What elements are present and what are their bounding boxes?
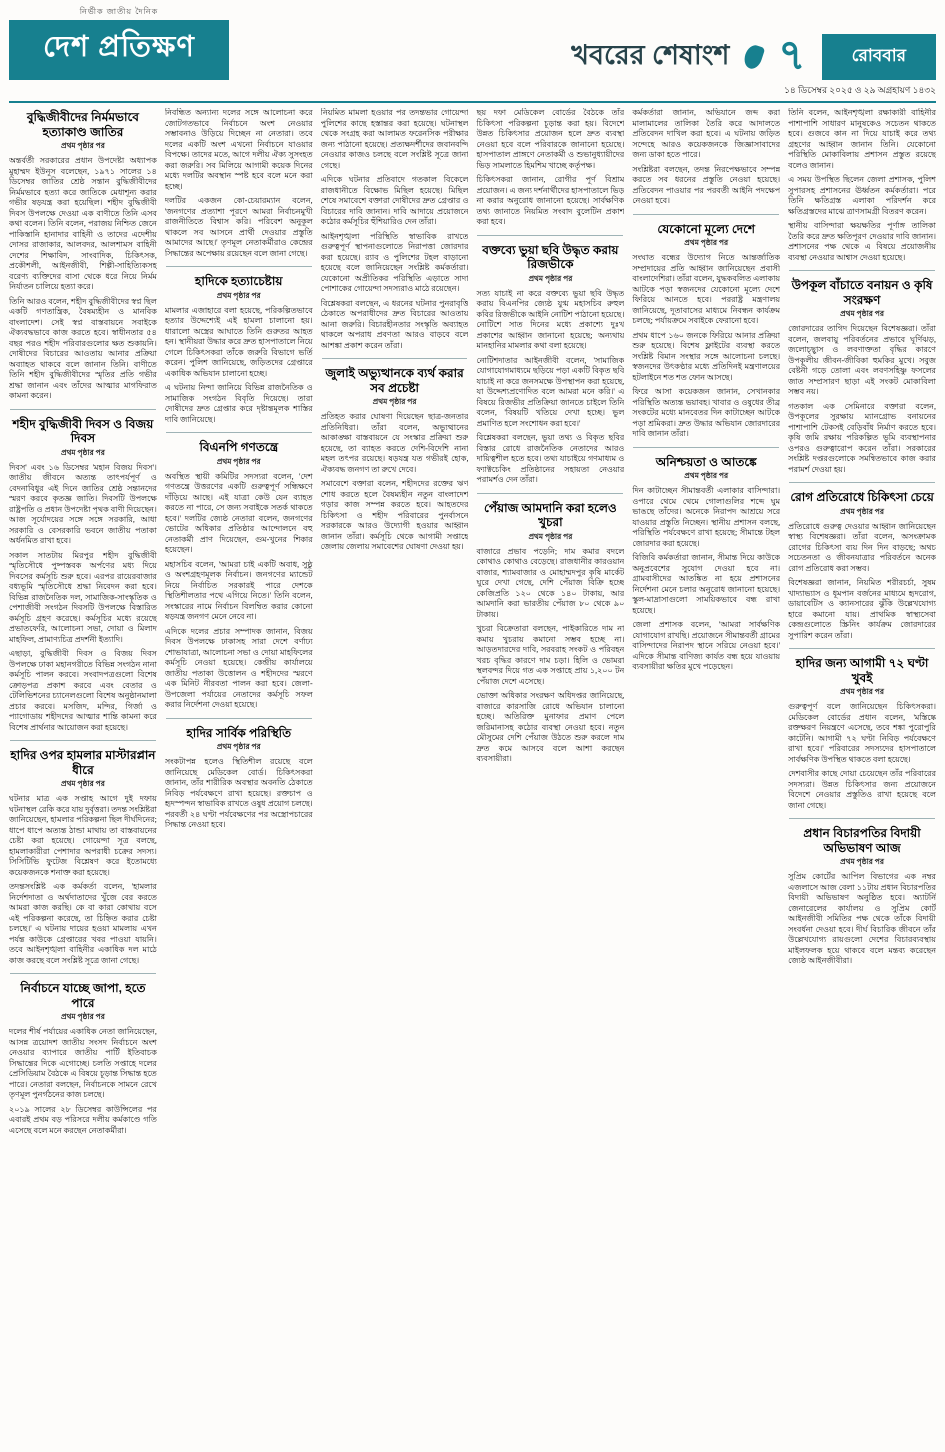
article-text: এ ঘটনায় নিন্দা জানিয়ে বিভিন্ন রাজনৈতিক ও সামাজিক সংগঠন বিবৃতি দিয়েছে। তারা দোষীদের দ্রুত গ্রেপ্তার করে দৃষ্টান্তমূলক শাস্তির দাবি জানিয়েছে।	[164, 383, 313, 424]
article-text: প্রতিহত করার ঘোষণা দিয়েছেন ছাত্র-জনতার প্রতিনিধিরা। তাঁরা বলেন, অভ্যুত্থানের আকাঙ্ক্ষা বাস্তবায়নে যে সংস্কার প্রক্রিয়া শুরু হয়েছে, তা ব্যাহত করতে দেশি-বিদেশি নানা মহল তৎপর রয়েছে। ষড়যন্ত্র যত গভীরই হোক, ঐক্যবদ্ধ জনগণ তা রুখে দেবে।	[320, 412, 469, 474]
news-column	[9, 108, 157, 1452]
article-text: সকাল সাতটায় মিরপুর শহীদ বুদ্ধিজীবী স্মৃতিসৌধে পুষ্পস্তবক অর্পণের মধ্য দিয়ে দিবসের কর্মসূচি শুরু হবে। এরপর রায়েরবাজার বধ্যভূমি স্মৃতিসৌধে শ্রদ্ধা নিবেদন করা হবে। বিভিন্ন রাজনৈতিক দল, সামাজিক-সাংস্কৃতিক ও পেশাজীবী সংগঠন দিবসটি উপলক্ষে বিস্তারিত কর্মসূচি গ্রহণ করেছে। কর্মসূচির মধ্যে রয়েছে প্রভাতফেরি, আলোচনা সভা, দোয়া ও মিলাদ মাহফিল, প্রামাণ্যচিত্র প্রদর্শনী ইত্যাদি।	[9, 550, 157, 644]
continued-from-label: প্রথম পৃষ্ঠার পর	[528, 273, 573, 283]
news-column	[632, 108, 780, 1452]
article-text: দেশবাসীর কাছে দোয়া চেয়েছেন তাঁর পরিবারের সদস্যরা। উন্নত চিকিৎসার জন্য প্রয়োজনে বিদেশে নেওয়ার প্রস্তুতিও রাখা হয়েছে বলে জানা গেছে।	[788, 769, 936, 810]
news-column	[165, 108, 313, 1452]
article-headline: হাদির ওপর হামলার মাস্টারপ্লান ধীরে	[10, 740, 156, 777]
header-right	[571, 34, 936, 80]
article-headline: যেকোনো মূল্যে দেশে	[633, 214, 779, 237]
article-text: ২০১৯ সালের ২৮ ডিসেম্বর কাউন্সিলের পর এবারই প্রথম বড় পরিসরে দলীয় কর্মকাণ্ডে গতি এসেছে বলে মনে করছেন নেতাকর্মীরা।	[9, 1104, 157, 1135]
article-text: নোটিশদাতার আইনজীবী বলেন, 'সামাজিক যোগাযোগমাধ্যমে ছড়িয়ে পড়া একটি বিকৃত ছবি যাচাই না করে জনসমক্ষে উপস্থাপন করা হয়েছে, যা উদ্দেশ্যপ্রণোদিত বলে আমরা মনে করি।' এ বিষয়ে রিজভীর প্রতিক্রিয়া জানতে চাইলে তিনি বলেন, 'বিষয়টি খতিয়ে দেখা হচ্ছে। ভুল প্রমাণিত হলে সংশোধন করা হবে।'	[476, 355, 625, 428]
continued-from-label: প্রথম পৃষ্ঠার পর	[216, 290, 261, 300]
page-header	[9, 6, 936, 80]
article-text: ঘটনার মাত্র এক সপ্তাহ আগে দুই দফায় ঘটনাস্থল রেকি করে যায় দুর্বৃত্তরা। তদন্ত সংশ্লিষ্টরা জানিয়েছেন, হামলার পরিকল্পনা ছিল দীর্ঘদিনের; ধাপে ধাপে অত্যন্ত ঠান্ডা মাথায় তা বাস্তবায়নের চেষ্টা করা হয়েছে। গোয়েন্দা সূত্র বলছে, হামলাকারীরা পেশাদার অপরাধী চক্রের সদস্য। সিসিটিভি ফুটেজ বিশ্লেষণ করে ইতোমধ্যে কয়েকজনকে শনাক্ত করা হয়েছে।	[9, 794, 157, 877]
article-headline: প্রধান বিচারপতির বিদায়ী অভিভাষণ আজ	[789, 818, 935, 855]
news-column	[321, 108, 469, 1452]
continued-from-label: প্রথম পৃষ্ঠার পর	[684, 238, 729, 247]
continued-from-label: প্রথম পৃষ্ঠার পর	[528, 531, 573, 541]
article-headline: বিএনপি গণতন্ত্রে	[166, 432, 312, 455]
article-text: দিন কাটাচ্ছেন সীমান্তবর্তী এলাকার বাসিন্দারা। ওপারে থেমে থেমে গোলাগুলির শব্দে ঘুম ভাঙছে তাঁদের। অনেকে নিরাপদ আশ্রয়ে সরে যাওয়ার প্রস্তুতি নিচ্ছেন। স্থানীয় প্রশাসন বলছে, পরিস্থিতি পর্যবেক্ষণে রাখা হয়েছে; সীমান্তে টহল জোরদার করা হয়েছে।	[632, 486, 781, 548]
section-title: খবরের শেষাংশ	[571, 39, 730, 70]
continued-from-label: প্রথম পৃষ্ঠার পর	[840, 687, 884, 696]
article-text: বিজিবি কর্মকর্তারা জানান, সীমান্ত দিয়ে কাউকে অনুপ্রবেশের সুযোগ দেওয়া হবে না। গ্রামবাসীদের আতঙ্কিত না হয়ে প্রশাসনের নির্দেশনা মেনে চলার অনুরোধ জানানো হয়েছে। স্কুল-মাদ্রাসাগুলো সাময়িকভাবে বন্ধ রাখা হয়েছে।	[632, 553, 781, 615]
news-column	[476, 108, 624, 1452]
article-text: স্থানীয় বাসিন্দারা ক্ষয়ক্ষতির পূর্ণাঙ্গ তালিকা তৈরি করে দ্রুত ক্ষতিপূরণ দেওয়ার দাবি জানান। প্রশাসনের পক্ষ থেকে এ বিষয়ে প্রয়োজনীয় ব্যবস্থা নেওয়ার আশ্বাস দেওয়া হয়েছে।	[788, 221, 936, 262]
article-headline: হাদিকে হত্যাচেষ্টায়	[166, 266, 312, 289]
article-text: দলের শীর্ষ পর্যায়ের একাধিক নেতা জানিয়েছেন, আসন্ন ত্রয়োদশ জাতীয় সংসদ নির্বাচনে অংশ নেওয়ার ব্যাপারে জাতীয় পার্টি ইতিবাচক সিদ্ধান্তের দিকে এগোচ্ছে। চলতি সপ্তাহে দলের প্রেসিডিয়াম বৈঠকে এ বিষয়ে চূড়ান্ত সিদ্ধান্ত হতে পারে। নেতারা বলছেন, নির্বাচনকে সামনে রেখে তৃণমূল পুনর্গঠনের কাজ চলছে।	[9, 1027, 157, 1099]
article-text: প্রথম ধাপে ১৬০ জনকে ফিরিয়ে আনার প্রক্রিয়া শুরু হয়েছে। বিশেষ ফ্লাইটের ব্যবস্থা করতে সংশ্লিষ্ট বিমান সংস্থার সঙ্গে আলোচনা চলছে। স্বজনদের উৎকণ্ঠার মধ্যে প্রতিদিনই মন্ত্রণালয়ের হটলাইনে শত শত ফোন আসছে।	[632, 330, 781, 382]
article-text: বিশ্লেষকরা বলছেন, ভুয়া তথ্য ও বিকৃত ছবির বিস্তার রোধে রাজনৈতিক নেতাদের আরও দায়িত্বশীল হতে হবে। তথ্য যাচাইয়ে গণমাধ্যম ও ফ্যাক্টচেকিং প্রতিষ্ঠানের সহায়তা নেওয়ার পরামর্শও দেন তাঁরা।	[476, 433, 625, 484]
article-text: এ সময় উপস্থিত ছিলেন জেলা প্রশাসক, পুলিশ সুপারসহ প্রশাসনের ঊর্ধ্বতন কর্মকর্তারা। পরে তিনি ক্ষতিগ্রস্ত এলাকা পরিদর্শন করে ক্ষতিগ্রস্তদের মাঝে ত্রাণসামগ্রী বিতরণ করেন।	[788, 175, 936, 216]
article-text: অন্তর্বর্তী সরকারের প্রধান উপদেষ্টা অধ্যাপক মুহাম্মদ ইউনূস বলেছেন, ১৯৭১ সালের ১৪ ডিসেম্বর জাতির শ্রেষ্ঠ সন্তান বুদ্ধিজীবীদের নির্মমভাবে হত্যা করে জাতিকে মেধাশূন্য করার গভীর ষড়যন্ত্র করা হয়েছিল। শহীদ বুদ্ধিজীবী দিবস উপলক্ষে দেওয়া এক বাণীতে তিনি এসব কথা বলেন। তিনি বলেন, পরাজয় নিশ্চিত জেনে পাকিস্তানি হানাদার বাহিনী ও তাদের এদেশীয় দোসর রাজাকার, আলবদর, আলশামস বাহিনী দেশের শিক্ষাবিদ, সাংবাদিক, চিকিৎসক, প্রকৌশলী, আইনজীবী, শিল্পী-সাহিত্যিকসহ বরেণ্য ব্যক্তিদের বাসা থেকে ধরে নিয়ে নির্মম নির্যাতন চালিয়ে হত্যা করে।	[9, 156, 157, 291]
article-headline: রোগ প্রতিরোধে চিকিৎসা চেয়ে	[789, 482, 935, 505]
article-text: ফিরে আসা কয়েকজন জানান, সেখানকার পরিস্থিতি অত্যন্ত ভয়াবহ। খাবার ও ওষুধের তীব্র সংকটের মধ্যে মানবেতর দিন কাটাচ্ছেন আটকে পড়া শ্রমিকরা। দ্রুত উদ্ধার অভিযান জোরদারের দাবি জানান তাঁরা।	[632, 387, 781, 438]
page-number: ৭	[778, 33, 806, 80]
article-text: সংঘাত বন্ধের উদ্যোগ নিতে আন্তর্জাতিক সম্প্রদায়ের প্রতি আহ্বান জানিয়েছেন প্রবাসী বাংলাদেশিরা। তাঁরা বলেন, যুদ্ধকবলিত এলাকায় আটকে পড়া স্বজনদের যেকোনো মূল্যে দেশে ফিরিয়ে আনতে হবে। পররাষ্ট্র মন্ত্রণালয় জানিয়েছে, দূতাবাসের মাধ্যমে নিবন্ধন কার্যক্রম চলছে; পর্যায়ক্রমে সবাইকে ফেরানো হবে।	[632, 253, 781, 325]
article-text: অবস্থিত স্থায়ী কমিটির সদস্যরা বলেন, 'দেশ গণতন্ত্রে উত্তরণের একটি গুরুত্বপূর্ণ সন্ধিক্ষণে দাঁড়িয়ে আছে। এই যাত্রা কেউ যেন ব্যাহত করতে না পারে, সে জন্য সবাইকে সতর্ক থাকতে হবে।' দলটির জ্যেষ্ঠ নেতারা বলেন, জনগণের ভোটের অধিকার প্রতিষ্ঠার আন্দোলনে বহু নেতাকর্মী প্রাণ দিয়েছেন, গুম-খুনের শিকার হয়েছেন।	[164, 471, 313, 554]
article-text: দিবস' এবং ১৬ ডিসেম্বর 'মহান বিজয় দিবস'। জাতীয় জীবনে অত্যন্ত তাৎপর্যপূর্ণ ও বেদনাবিধুর এই দিনে জাতির শ্রেষ্ঠ সন্তানদের স্মরণ করবে কৃতজ্ঞ জাতি। দিবসটি উপলক্ষে রাষ্ট্রপতি ও প্রধান উপদেষ্টা পৃথক বাণী দিয়েছেন। আজ সূর্যোদয়ের সঙ্গে সঙ্গে সরকারি, আধা সরকারি ও বেসরকারি ভবনে জাতীয় পতাকা অর্ধনমিত রাখা হবে।	[9, 462, 157, 545]
continued-from-label: প্রথম পৃষ্ঠার পর	[840, 506, 884, 516]
newspaper-title: দেশ প্রতিক্ষণ	[9, 20, 229, 80]
article-headline: বুদ্ধিজীবীদের নির্মমভাবে হত্যাকাণ্ড জাতির	[26, 110, 139, 139]
article-text: এদিকে দলের প্রচার সম্পাদক জানান, বিজয় দিবস উপলক্ষে ঢাকাসহ সারা দেশে বর্ণাঢ্য শোভাযাত্রা, আলোচনা সভা ও দোয়া মাহফিলের কর্মসূচি নেওয়া হয়েছে। কেন্দ্রীয় কার্যালয়ে জাতীয় পতাকা উত্তোলন ও শহীদদের স্মরণে এক মিনিট নীরবতা পালন করা হবে। জেলা-উপজেলা পর্যায়ের নেতাদের কর্মসূচি সফল করার নির্দেশনা দেওয়া হয়েছে।	[164, 626, 313, 709]
article-headline: শহীদ বুদ্ধিজীবী দিবস ও বিজয় দিবস	[10, 409, 156, 446]
article-text: জেলা প্রশাসক বলেন, 'আমরা সার্বক্ষণিক যোগাযোগ রাখছি। প্রয়োজনে সীমান্তবর্তী গ্রামের বাসিন্দাদের নিরাপদ স্থানে সরিয়ে নেওয়া হবে।' এদিকে সীমান্ত বাণিজ্য কার্যত বন্ধ হয়ে যাওয়ায় ব্যবসায়ীরা ক্ষতির মুখে পড়েছেন।	[632, 620, 781, 671]
article-text: সংশ্লিষ্টরা বলছেন, তদন্ত নিরপেক্ষভাবে সম্পন্ন করতে সব ধরনের প্রস্তুতি নেওয়া হয়েছে। প্রতিবেদন পাওয়ার পর পরবর্তী আইনি পদক্ষেপ নেওয়া হবে।	[632, 164, 781, 205]
columns	[9, 108, 936, 1452]
continued-from-label: প্রথম পৃষ্ঠার পর	[60, 141, 105, 150]
continued-from-label: প্রথম পৃষ্ঠার পর	[216, 456, 261, 466]
article-text: নিয়মিত মামলা হওয়ার পর তদন্তভার গোয়েন্দা পুলিশের কাছে হস্তান্তর করা হয়েছে। ঘটনাস্থল থেকে সংগ্রহ করা আলামত ফরেনসিক পরীক্ষার জন্য পাঠানো হয়েছে। প্রত্যক্ষদর্শীদের জবানবন্দি নেওয়ার কাজও চলছে বলে সংশ্লিষ্ট সূত্রে জানা গেছে।	[320, 108, 469, 170]
article-text: সংকটাপন্ন হলেও স্থিতিশীল রয়েছে বলে জানিয়েছে মেডিকেল বোর্ড। চিকিৎসকরা জানান, তাঁর শারীরিক অবস্থার অবনতি ঠেকাতে নিবিড় পর্যবেক্ষণে রাখা হয়েছে। রক্তচাপ ও হৃদস্পন্দন স্বাভাবিক রাখতে ওষুধ প্রয়োগ চলছে। পরবর্তী ২৪ ঘণ্টা পর্যবেক্ষণের পর অস্ত্রোপচারের সিদ্ধান্ত নেওয়া হবে।	[164, 757, 313, 829]
article-headline: হাদির সার্বিক পরিস্থিতি	[166, 718, 312, 741]
article-headline: জুলাই অভ্যুত্থানকে ব্যর্থ করার সব প্রচেষ্টা	[322, 358, 468, 395]
date-line: ১৪ ডিসেম্বর ২০২৫ ও ২৯ অগ্রহায়ণ ১৪৩২	[784, 85, 936, 95]
article-text: গুরুত্বপূর্ণ বলে জানিয়েছেন চিকিৎসকরা। মেডিকেল বোর্ডের প্রধান বলেন, 'মস্তিষ্কে রক্তক্ষরণ নিয়ন্ত্রণে এসেছে, তবে শঙ্কা পুরোপুরি কাটেনি। আগামী ৭২ ঘণ্টা নিবিড় পর্যবেক্ষণে রাখা হবে।' পরিবারের সদস্যদের হাসপাতালে সার্বক্ষণিক উপস্থিত থাকতে বলা হয়েছে।	[788, 702, 936, 764]
article-text: বিশেষজ্ঞরা জানান, নিয়মিত শরীরচর্চা, সুষম খাদ্যাভ্যাস ও ধূমপান বর্জনের মাধ্যমে হৃদরোগ, ডায়াবেটিস ও ক্যানসারের ঝুঁকি উল্লেখযোগ্য হারে কমানো যায়। প্রাথমিক স্বাস্থ্যসেবা কেন্দ্রগুলোতে স্ক্রিনিং কার্যক্রম জোরদারের সুপারিশ করেন তাঁরা।	[788, 578, 936, 640]
article-headline: বক্তব্যে ভুয়া ছবি উদ্ধৃত করায় রিজভীকে	[477, 235, 623, 272]
continued-from-label: প্রথম পৃষ্ঠার পর	[60, 447, 105, 457]
header-rule	[9, 101, 936, 103]
article-text: জোরদারের তাগিদ দিয়েছেন বিশেষজ্ঞরা। তাঁরা বলেন, জলবায়ু পরিবর্তনের প্রভাবে ঘূর্ণিঝড়, জলোচ্ছ্বাস ও লবণাক্ততা বৃদ্ধির কারণে উপকূলীয় জীবন-জীবিকা হুমকির মুখে। সবুজ বেষ্টনী গড়ে তোলা এবং লবণসহিষ্ণু ফসলের জাত সম্প্রসারণ ছাড়া এই সংকট মোকাবিলা সম্ভব নয়।	[788, 324, 936, 396]
continued-from-label: প্রথম পৃষ্ঠার পর	[60, 779, 105, 788]
news-column	[788, 108, 936, 1452]
article-text: নিবন্ধিত অন্যান্য দলের সঙ্গে আলোচনা করে জোটগতভাবে নির্বাচনে অংশ নেওয়ার সম্ভাবনাও উড়িয়ে দিচ্ছেন না নেতারা। তবে দলের একটি অংশ এখনো নির্বাচনে যাওয়ার বিপক্ষে। তাদের মতে, আগে দলীয় ঐক্য সুসংহত করা জরুরি। সব মিলিয়ে আগামী কয়েক দিনের মধ্যে দলটির অবস্থান স্পষ্ট হবে বলে মনে করা হচ্ছে।	[164, 108, 313, 191]
article-headline: হাদির জন্য আগামী ৭২ ঘণ্টা খুবই	[789, 648, 935, 685]
article-text: মহাসচিব বলেন, 'আমরা চাই একটি অবাধ, সুষ্ঠু ও অংশগ্রহণমূলক নির্বাচন। জনগণের ম্যান্ডেট নিয়ে নির্বাচিত সরকারই পারে দেশকে স্থিতিশীলতার পথে এগিয়ে নিতে।' তিনি বলেন, সংস্কারের নামে নির্বাচন বিলম্বিত করার কোনো ষড়যন্ত্র জনগণ মেনে নেবে না।	[164, 559, 313, 621]
continued-from-label: প্রথম পৃষ্ঠার পর	[372, 397, 417, 406]
article-text: প্রতিরোধে গুরুত্ব দেওয়ার আহ্বান জানিয়েছেন স্বাস্থ্য বিশেষজ্ঞরা। তাঁরা বলেন, অসংক্রামক রোগের চিকিৎসা ব্যয় দিন দিন বাড়ছে; অথচ সচেতনতা ও জীবনযাত্রার পরিবর্তনে অনেক রোগ প্রতিরোধ করা সম্ভব।	[788, 521, 936, 573]
article-text: আইনশৃঙ্খলা পরিস্থিতি স্বাভাবিক রাখতে গুরুত্বপূর্ণ স্থাপনাগুলোতে নিরাপত্তা জোরদার করা হয়েছে। র‌্যাব ও পুলিশের টহল বাড়ানো হয়েছে বলে জানিয়েছেন সংশ্লিষ্ট কর্মকর্তারা। যেকোনো অপ্রীতিকর পরিস্থিতি এড়াতে সাদা পোশাকের গোয়েন্দা সদস্যরাও মাঠে রয়েছেন।	[320, 231, 469, 293]
article-text: তদন্তসংশ্লিষ্ট এক কর্মকর্তা বলেন, 'হামলার নির্দেশদাতা ও অর্থদাতাদের খুঁজে বের করতে আমরা কাজ করছি। কে বা কারা কোথায় বসে এই পরিকল্পনা করেছে, তা চিহ্নিত করার চেষ্টা চলছে।' এ ঘটনায় দায়ের হওয়া মামলায় এখন পর্যন্ত কাউকে গ্রেপ্তারের খবর পাওয়া যায়নি। তবে আইনশৃঙ্খলা বাহিনীর একাধিক দল মাঠে কাজ করছে বলে সংশ্লিষ্ট সূত্রে জানা গেছে।	[9, 882, 157, 965]
article-text: বাজারে প্রভাব পড়েনি; দাম কমার বদলে কোথাও কোথাও বেড়েছে। রাজধানীর কারওয়ান বাজার, শ্যামবাজার ও মোহাম্মদপুর কৃষি মার্কেট ঘুরে দেখা গেছে, দেশি পেঁয়াজ বিক্রি হচ্ছে কেজিপ্রতি ১২০ থেকে ১৪০ টাকায়, আর আমদানি করা ভারতীয় পেঁয়াজ ৮০ থেকে ৯০ টাকায়।	[476, 546, 625, 619]
article-text: এছাড়া, বুদ্ধিজীবী দিবস ও বিজয় দিবস উপলক্ষে ঢাকা মহানগরীতে বিভিন্ন সংগঠন নানা কর্মসূচি পালন করবে। সংবাদপত্রগুলো বিশেষ ক্রোড়পত্র প্রকাশ করবে এবং বেতার ও টেলিভিশনের চ্যানেলগুলো বিশেষ অনুষ্ঠানমালা প্রচার করবে। মসজিদ, মন্দির, গির্জা ও প্যাগোডায় শহীদদের আত্মার শান্তি কামনা করে বিশেষ প্রার্থনার আয়োজন করা হয়েছে।	[9, 649, 157, 732]
article-text: সত্য যাচাই না করে বক্তব্যে ভুয়া ছবি উদ্ধৃত করায় বিএনপির জ্যেষ্ঠ যুগ্ম মহাসচিব রুহুল কবির রিজভীকে আইনি নোটিশ পাঠানো হয়েছে। নোটিশে সাত দিনের মধ্যে প্রকাশ্যে দুঃখ প্রকাশের আহ্বান জানানো হয়েছে; অন্যথায় মানহানির মামলার কথা বলা হয়েছে।	[476, 288, 625, 350]
article-text: চিকিৎসকরা জানান, রোগীর পূর্ণ বিশ্রাম প্রয়োজন। এ জন্য দর্শনার্থীদের হাসপাতালে ভিড় না করার অনুরোধ জানানো হয়েছে। সার্বক্ষণিক তথ্য জানাতে নিয়মিত সংবাদ বুলেটিন প্রকাশ করা হবে।	[476, 175, 625, 226]
article-text: দলটির একজন কো-চেয়ারম্যান বলেন, 'জনগণের প্রত্যাশা পূরণে আমরা নির্বাচনমুখী রাজনীতিতে বিশ্বাস করি। পরিবেশ অনুকূল থাকলে সব আসনে প্রার্থী দেওয়ার প্রস্তুতি আমাদের আছে।' তৃণমূল নেতাকর্মীরাও কেন্দ্রের সিদ্ধান্তের অপেক্ষায় রয়েছেন বলে জানা গেছে।	[164, 196, 313, 258]
article-text: কর্মকর্তারা জানান, অভিযানে জব্দ করা মালামালের তালিকা তৈরি করে আদালতে প্রতিবেদন দাখিল করা হবে। এ ঘটনায় জড়িত সন্দেহে আরও কয়েকজনকে জিজ্ঞাসাবাদের জন্য ডাকা হতে পারে।	[632, 108, 781, 159]
continued-from-label: প্রথম পৃষ্ঠার পর	[60, 1012, 105, 1021]
continued-from-label: প্রথম পৃষ্ঠার পর	[684, 471, 729, 480]
article-headline: উপকূল বাঁচাতে বনায়ন ও কৃষি সংরক্ষণ	[789, 270, 935, 307]
continued-from-label: প্রথম পৃষ্ঠার পর	[840, 309, 884, 318]
article-headline: পেঁয়াজ আমদানি করা হলেও খুচরা	[477, 493, 623, 530]
article-text: খুচরা বিক্রেতারা বলছেন, পাইকারিতে দাম না কমায় খুচরায় কমানো সম্ভব হচ্ছে না। আড়তদারদের দাবি, সরবরাহ সংকট ও পরিবহন খরচ বৃদ্ধির কারণে দাম চড়া। হিলি ও ভোমরা স্থলবন্দর দিয়ে গত এক সপ্তাহে প্রায় ১,২০০ টন পেঁয়াজ দেশে এসেছে।	[476, 624, 625, 686]
article-text: সুপ্রিম কোর্টের আপিল বিভাগের এক নম্বর এজলাসে আজ বেলা ১১টায় প্রধান বিচারপতির বিদায়ী অভিভাষণ অনুষ্ঠিত হবে। অ্যাটর্নি জেনারেলের কার্যালয় ও সুপ্রিম কোর্ট আইনজীবী সমিতির পক্ষ থেকে তাঁকে বিদায়ী সংবর্ধনা দেওয়া হবে। দীর্ঘ বিচারিক জীবনে তাঁর উল্লেখযোগ্য রায়গুলো দেশের বিচারব্যবস্থায় মাইলফলক হয়ে থাকবে বলে মন্তব্য করেছেন জ্যেষ্ঠ আইনজীবীরা।	[788, 872, 936, 965]
article-text: সমাবেশে বক্তারা বলেন, শহীদদের রক্তের ঋণ শোধ করতে হলে বৈষম্যহীন নতুন বাংলাদেশ গড়ার কাজ সম্পন্ন করতে হবে। আহতদের চিকিৎসা ও শহীদ পরিবারের পুনর্বাসনে সরকারকে আরও উদ্যোগী হওয়ার আহ্বান জানান তাঁরা। কর্মসূচি থেকে আগামী সপ্তাহে জেলায় জেলায় সমাবেশের ঘোষণা দেওয়া হয়।	[320, 479, 469, 551]
masthead	[9, 6, 229, 80]
continued-from-label: প্রথম পৃষ্ঠার পর	[216, 742, 261, 751]
article-headline: অনিশ্চয়তা ও আতঙ্কে	[633, 447, 779, 470]
article-text: গতকাল এক সেমিনারে বক্তারা বলেন, উপকূলের সুরক্ষায় ম্যানগ্রোভ বনায়নের পাশাপাশি টেকসই বেড়িবাঁধ নির্মাণ করতে হবে। কৃষি জমি রক্ষায় পরিকল্পিত ভূমি ব্যবস্থাপনার ওপরও গুরুত্বারোপ করেন তাঁরা। সরকারের সংশ্লিষ্ট দপ্তরগুলোকে সমন্বিতভাবে কাজ করার পরামর্শ দেওয়া হয়।	[788, 401, 936, 474]
section-ornament-icon	[742, 43, 766, 71]
article-text: তিনি আরও বলেন, শহীদ বুদ্ধিজীবীদের স্বপ্ন ছিল একটি গণতান্ত্রিক, বৈষম্যহীন ও মানবিক বাংলাদেশ। সেই স্বপ্ন বাস্তবায়নে সবাইকে ঐক্যবদ্ধভাবে কাজ করতে হবে। স্বাধীনতার ৫৪ বছর পরও শহীদ পরিবারগুলোর ক্ষত শুকায়নি। দোষীদের বিচারের আওতায় আনার প্রক্রিয়া অব্যাহত থাকবে বলে জানান তিনি। বাণীতে তিনি শহীদ বুদ্ধিজীবীদের স্মৃতির প্রতি গভীর শ্রদ্ধা জানান এবং তাঁদের আত্মার মাগফিরাত কামনা করেন।	[9, 296, 157, 400]
article-text: বিশ্লেষকরা বলছেন, এ ধরনের ঘটনার পুনরাবৃত্তি ঠেকাতে অপরাধীদের দ্রুত বিচারের আওতায় আনা জরুরি। বিচারহীনতার সংস্কৃতি অব্যাহত থাকলে অপরাধ প্রবণতা আরও বাড়বে বলে আশঙ্কা প্রকাশ করেন তাঁরা।	[320, 298, 469, 350]
article-text: মামলার এজাহারে বলা হয়েছে, পরিকল্পিতভাবে হত্যার উদ্দেশ্যেই এই হামলা চালানো হয়। ধারালো অস্ত্রের আঘাতে তিনি গুরুতর আহত হন। স্থানীয়রা উদ্ধার করে দ্রুত হাসপাতালে নিয়ে গেলে চিকিৎসকরা তাঁকে জরুরি বিভাগে ভর্তি করেন। পুলিশ জানিয়েছে, জড়িতদের গ্রেপ্তারে একাধিক অভিযান চালানো হচ্ছে।	[164, 305, 313, 378]
article-text: ছয় দফা মেডিকেল বোর্ডের বৈঠকে তাঁর চিকিৎসা পরিকল্পনা চূড়ান্ত করা হয়। বিদেশে উন্নত চিকিৎসার প্রয়োজন হলে দ্রুত ব্যবস্থা নেওয়া হবে বলে পরিবারকে জানানো হয়েছে। হাসপাতাল প্রাঙ্গণে নেতাকর্মী ও শুভানুধ্যায়ীদের ভিড় সামলাতে হিমশিম খাচ্ছে কর্তৃপক্ষ।	[476, 108, 625, 170]
article-text: তিনি বলেন, আইনশৃঙ্খলা রক্ষাকারী বাহিনীর পাশাপাশি সাধারণ মানুষকেও সচেতন থাকতে হবে। গুজবে কান না দিয়ে যাচাই করে তথ্য গ্রহণের আহ্বান জানান তিনি। যেকোনো পরিস্থিতি মোকাবিলায় প্রশাসন প্রস্তুত রয়েছে বলেও জানান।	[788, 108, 936, 170]
masthead-tagline: নির্ভীক জাতীয় দৈনিক	[79, 7, 159, 16]
day-label: রোববার	[822, 34, 936, 80]
article-text: ভোক্তা অধিকার সংরক্ষণ অধিদপ্তর জানিয়েছে, বাজারে কারসাজি রোধে অভিযান চালানো হচ্ছে। অতিরিক্ত মুনাফার প্রমাণ পেলে জরিমানাসহ কঠোর ব্যবস্থা নেওয়া হবে। নতুন মৌসুমের দেশি পেঁয়াজ উঠতে শুরু করলে দাম দ্রুত কমে আসবে বলে আশা করছেন ব্যবসায়ীরা।	[476, 691, 625, 763]
article-headline: নির্বাচনে যাচ্ছে জাপা, হতে পারে	[10, 973, 156, 1010]
continued-from-label: প্রথম পৃষ্ঠার পর	[840, 857, 884, 866]
article-text: এদিকে ঘটনার প্রতিবাদে গতকাল বিকেলে রাজধানীতে বিক্ষোভ মিছিল হয়েছে। মিছিল শেষে সমাবেশে বক্তারা দোষীদের দ্রুত গ্রেপ্তার ও বিচারের দাবি জানান। দাবি আদায়ে প্রয়োজনে কঠোর কর্মসূচির হুঁশিয়ারিও দেন তাঁরা।	[320, 175, 469, 226]
